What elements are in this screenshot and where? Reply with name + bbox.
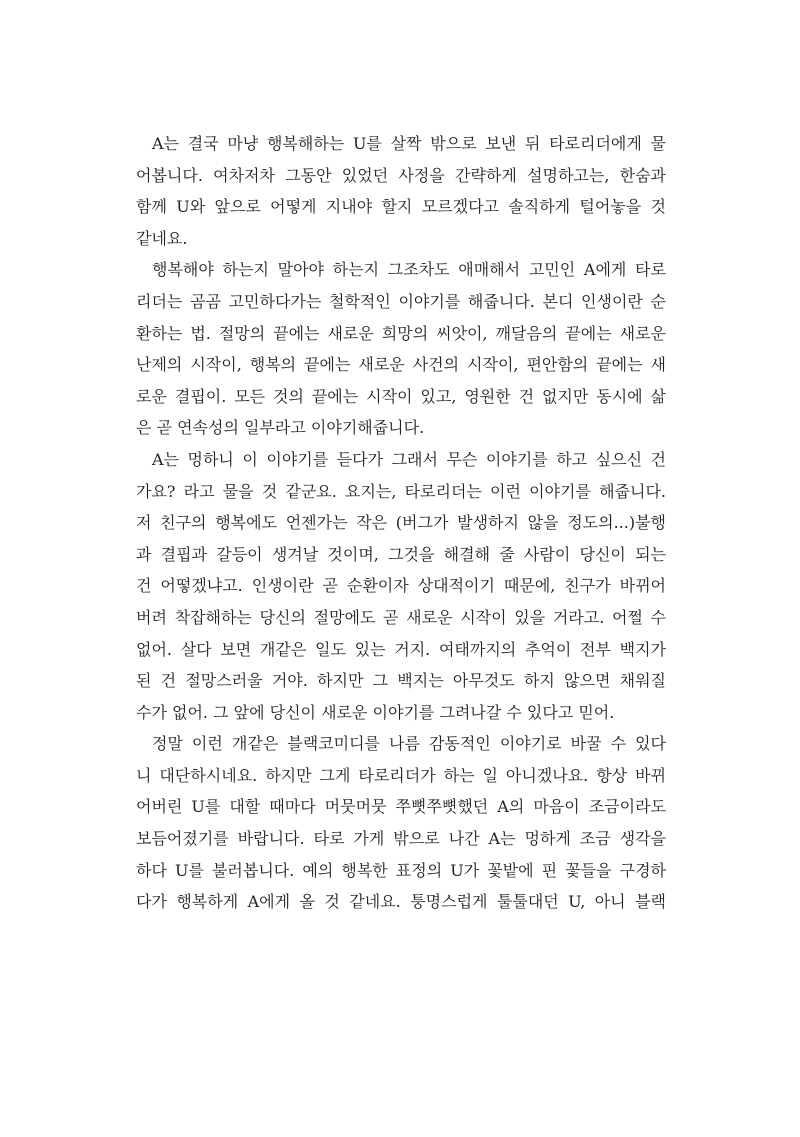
- text-line: 다가 행복하게 A에게 올 것 같네요. 퉁명스럽게 툴툴대던 U, 아니 블랙: [136, 892, 666, 912]
- text-line: 리더는 곰곰 고민하다가는 철학적인 이야기를 해줍니다. 본디 인생이란 순: [136, 291, 666, 311]
- paragraph-1: [136, 128, 666, 254]
- text-line: 건 어떻겠냐고. 인생이란 곧 순환이자 상대적이기 때문에, 친구가 바뀌어: [136, 576, 666, 596]
- text-line: 정말 이런 개같은 블랙코미디를 나름 감동적인 이야기로 바꿀 수 있다: [152, 734, 666, 754]
- text-line: 난제의 시작이, 행복의 끝에는 새로운 사건의 시작이, 편안함의 끝에는 새: [136, 355, 666, 375]
- text-line: 로운 결핍이. 모든 것의 끝에는 시작이 있고, 영원한 건 없지만 동시에 삶: [136, 386, 666, 406]
- text-line: 어봅니다. 여차저차 그동안 있었던 사정을 간략하게 설명하고는, 한숨과: [136, 165, 666, 185]
- text-line: 버려 착잡해하는 당신의 절망에도 곧 새로운 시작이 있을 거라고. 어쩔 수: [136, 607, 666, 627]
- text-line: 가요? 라고 물을 것 같군요. 요지는, 타로리더는 이런 이야기를 해줍니다.: [136, 481, 666, 501]
- text-line: 같네요.: [136, 228, 188, 248]
- text-line: 어버린 U를 대할 때마다 머뭇머뭇 쭈뼛쭈뼛했던 A의 마음이 조금이라도: [136, 797, 666, 817]
- document-body: [136, 128, 666, 918]
- paragraph-2: [136, 254, 666, 444]
- text-line: A는 멍하니 이 이야기를 듣다가 그래서 무슨 이야기를 하고 싶으신 건: [152, 449, 666, 469]
- text-line: 보듬어졌기를 바랍니다. 타로 가게 밖으로 나간 A는 멍하게 조금 생각을: [136, 829, 666, 849]
- text-line: 없어. 살다 보면 개같은 일도 있는 거지. 여태까지의 추억이 전부 백지가: [136, 639, 666, 659]
- text-line: 과 결핍과 갈등이 생겨날 것이며, 그것을 해결해 줄 사람이 당신이 되는: [136, 544, 666, 564]
- paragraph-3: [136, 444, 666, 728]
- text-line: 행복해야 하는지 말아야 하는지 그조차도 애매해서 고민인 A에게 타로: [152, 260, 666, 280]
- text-line: 니 대단하시네요. 하지만 그게 타로리더가 하는 일 아니겠나요. 항상 바뀌: [136, 765, 666, 785]
- text-line: 수가 없어. 그 앞에 당신이 새로운 이야기를 그려나갈 수 있다고 믿어.: [136, 702, 615, 722]
- paragraph-4: [136, 728, 666, 918]
- text-line: 하다 U를 불러봅니다. 예의 행복한 표정의 U가 꽃밭에 핀 꽃들을 구경하: [136, 860, 666, 880]
- text-line: 함께 U와 앞으로 어떻게 지내야 할지 모르겠다고 솔직하게 털어놓을 것: [136, 197, 666, 217]
- text-line: 은 곧 연속성의 일부라고 이야기해줍니다.: [136, 418, 425, 438]
- text-line: A는 결국 마냥 행복해하는 U를 살짝 밖으로 보낸 뒤 타로리더에게 물: [152, 134, 666, 153]
- text-line: 환하는 법. 절망의 끝에는 새로운 희망의 씨앗이, 깨달음의 끝에는 새로운: [136, 323, 666, 343]
- text-line: 저 친구의 행복에도 언젠가는 작은 (버그가 발생하지 않을 정도의...)불행: [136, 513, 666, 533]
- text-line: 된 건 절망스러울 거야. 하지만 그 백지는 아무것도 하지 않으면 채워질: [136, 671, 666, 691]
